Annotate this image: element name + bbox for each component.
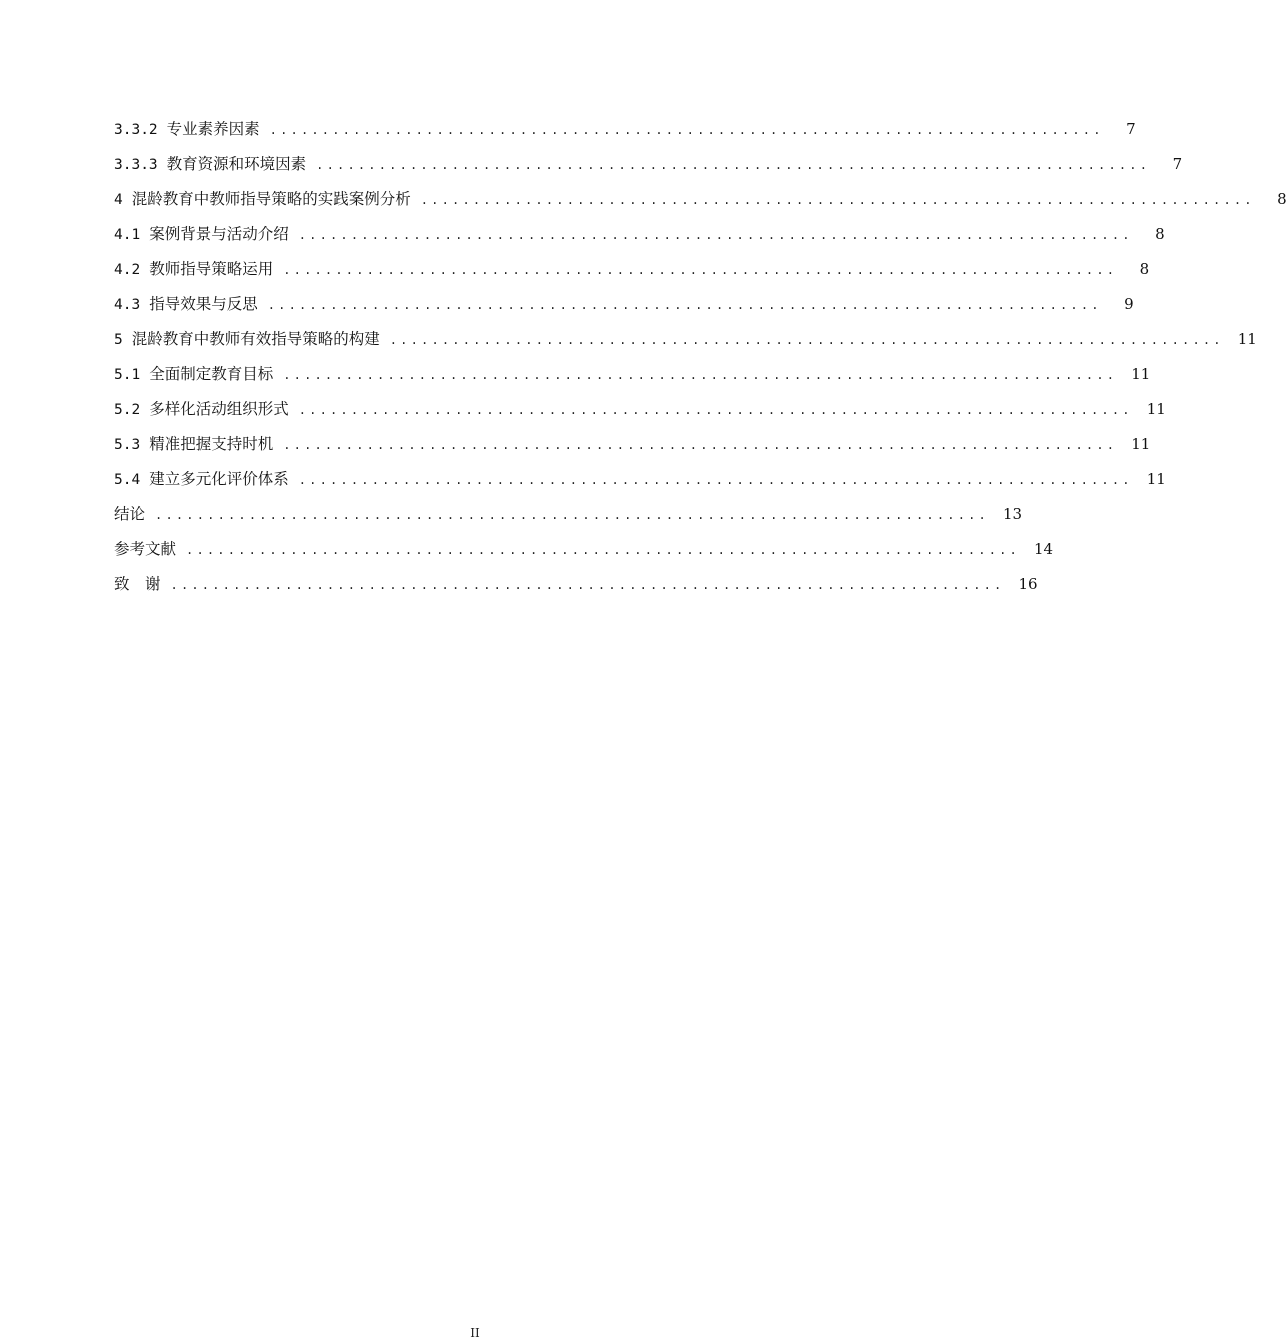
toc-section-number: 5.4 (114, 472, 141, 488)
toc-section-title: 混龄教育中教师指导策略的实践案例分析 (131, 190, 411, 208)
toc-section-title: 指导效果与反思 (149, 295, 258, 313)
toc-entry[interactable] (114, 357, 1151, 392)
toc-page-number: 7 (1126, 120, 1136, 138)
toc-entry[interactable] (114, 532, 1054, 567)
toc-entry[interactable] (114, 287, 1134, 322)
toc-page-number: 8 (1277, 190, 1287, 208)
toc-leader-dots: ................................................................................ (283, 368, 1118, 382)
toc-page-number: 9 (1124, 295, 1134, 313)
toc-section-number: 3.3.2 (114, 122, 158, 138)
toc-section-number: 5.1 (114, 367, 141, 383)
toc-section-title: 参考文献 (114, 540, 177, 558)
toc-section-number: 3.3.3 (114, 157, 158, 173)
toc-section-number: 4.2 (114, 262, 141, 278)
table-of-contents (114, 112, 1287, 602)
toc-page-number: 11 (1131, 435, 1151, 453)
toc-entry[interactable] (114, 392, 1166, 427)
toc-entry[interactable] (114, 497, 1023, 532)
toc-section-number: 4.3 (114, 297, 141, 313)
toc-entry[interactable] (114, 462, 1166, 497)
toc-leader-dots: ................................................................................ (389, 333, 1224, 347)
toc-page-number: 8 (1139, 260, 1150, 278)
toc-leader-dots: ................................................................................ (420, 193, 1255, 207)
toc-section-title: 教育资源和环境因素 (166, 155, 307, 173)
toc-section-title: 案例背景与活动介绍 (149, 225, 289, 243)
toc-leader-dots: ................................................................................ (283, 438, 1118, 452)
toc-section-title: 建立多元化评价体系 (149, 470, 289, 488)
toc-leader-dots: ................................................................................ (316, 158, 1151, 172)
toc-section-title: 混龄教育中教师有效指导策略的构建 (131, 330, 380, 348)
toc-entry[interactable] (114, 217, 1165, 252)
toc-page-number: 11 (1237, 330, 1257, 348)
toc-entry[interactable] (114, 567, 1038, 602)
toc-section-title: 专业素养因素 (166, 120, 260, 138)
toc-leader-dots: ................................................................................ (155, 508, 989, 522)
toc-page-number: 14 (1033, 540, 1054, 558)
toc-leader-dots: ................................................................................ (269, 123, 1104, 137)
toc-section-number: 5.3 (114, 437, 141, 453)
toc-section-title: 全面制定教育目标 (149, 365, 274, 383)
toc-section-number: 4 (114, 192, 123, 208)
toc-section-title: 多样化活动组织形式 (149, 400, 289, 418)
toc-entry[interactable] (114, 252, 1150, 287)
toc-entry[interactable] (114, 147, 1183, 182)
toc-leader-dots: ................................................................................ (186, 543, 1020, 557)
toc-entry[interactable] (114, 182, 1287, 217)
toc-page-number: 13 (1002, 505, 1023, 523)
toc-page-number: 16 (1018, 575, 1038, 593)
toc-entry[interactable] (114, 112, 1136, 147)
toc-section-title: 精准把握支持时机 (149, 435, 274, 453)
page-number-footer: II (470, 1326, 480, 1340)
toc-page-number: 11 (1146, 470, 1166, 488)
toc-entry[interactable] (114, 322, 1257, 357)
toc-leader-dots: ................................................................................ (298, 473, 1133, 487)
toc-page-number: 11 (1146, 400, 1166, 418)
toc-page-number: 11 (1131, 365, 1151, 383)
toc-section-number: 4.1 (114, 227, 141, 243)
toc-leader-dots: ................................................................................ (267, 298, 1102, 312)
toc-section-title: 结论 (114, 505, 146, 523)
toc-section-title: 教师指导策略运用 (149, 260, 274, 278)
toc-leader-dots: ................................................................................ (298, 228, 1133, 242)
toc-page-number: 8 (1155, 225, 1165, 243)
toc-section-title: 致 谢 (114, 575, 161, 593)
toc-entry[interactable] (114, 427, 1151, 462)
toc-leader-dots: ................................................................................ (170, 578, 1005, 592)
toc-section-number: 5 (114, 332, 123, 348)
toc-section-number: 5.2 (114, 402, 141, 418)
toc-page-number: 7 (1172, 155, 1183, 173)
toc-leader-dots: ................................................................................ (283, 263, 1118, 277)
toc-leader-dots: ................................................................................ (298, 403, 1133, 417)
